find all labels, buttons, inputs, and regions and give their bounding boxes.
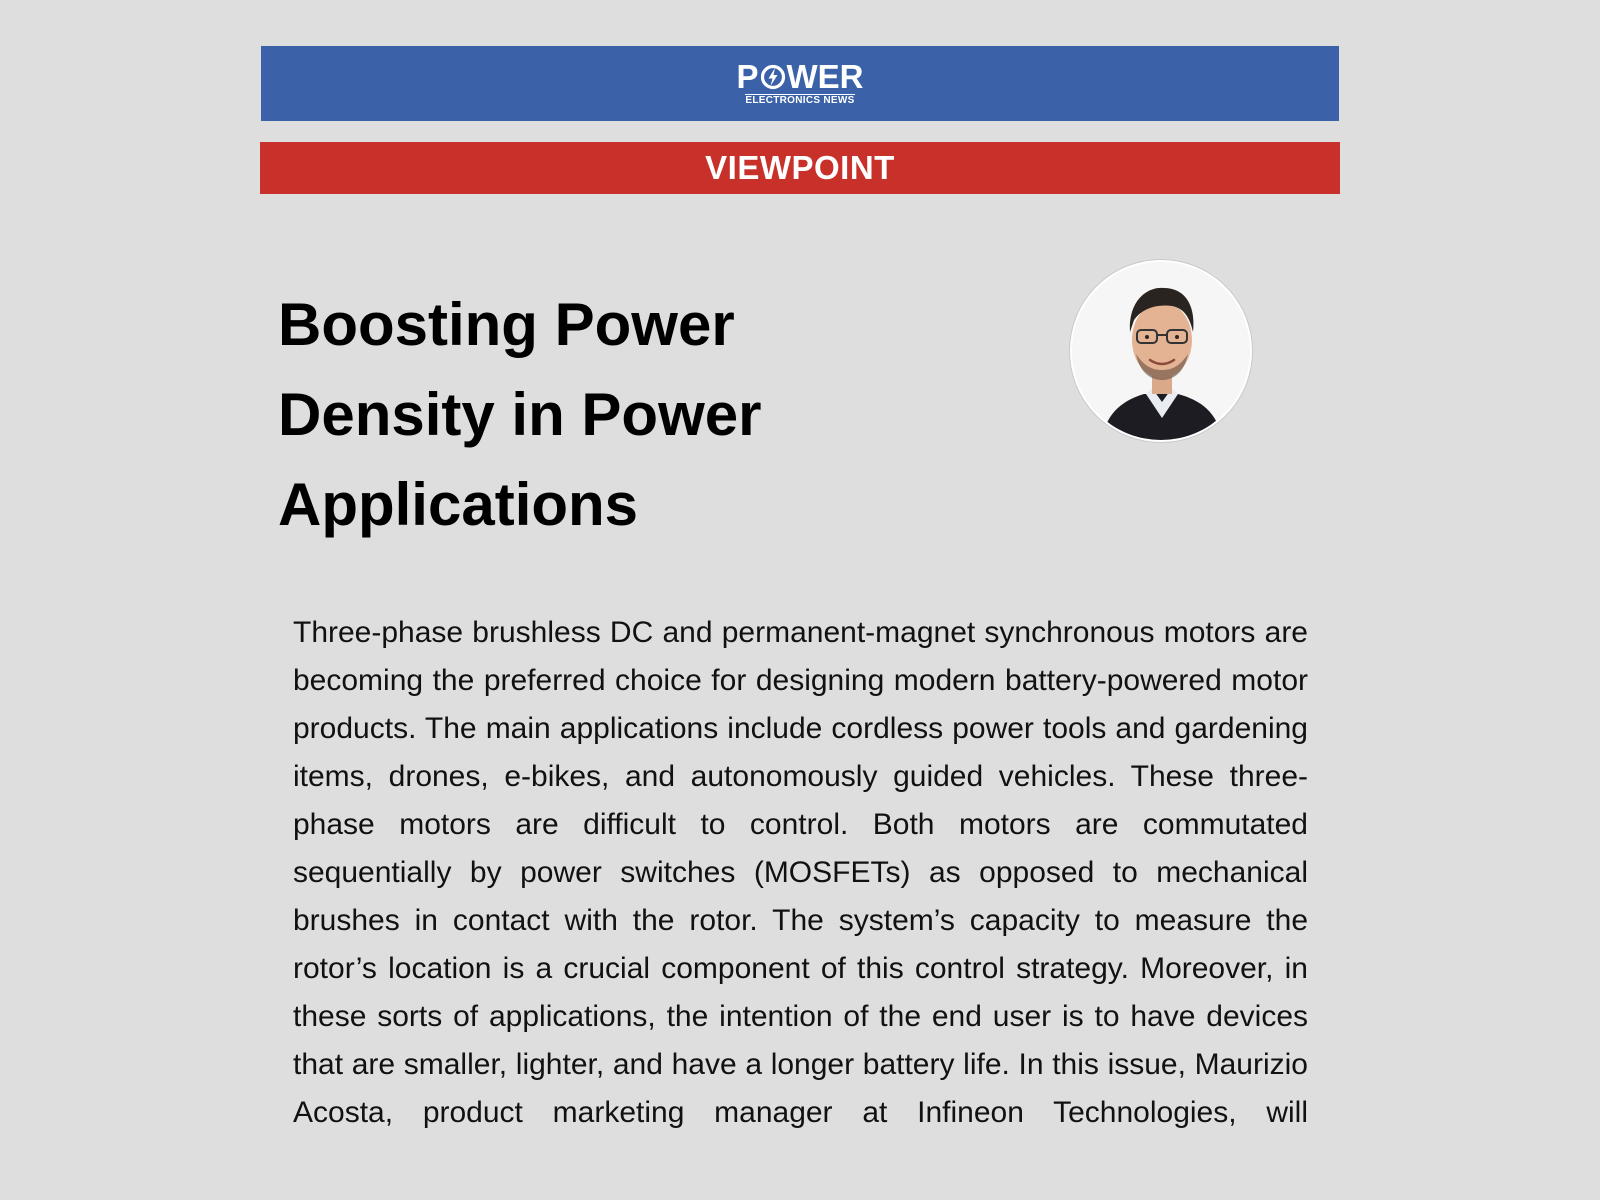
section-banner: VIEWPOINT [260,142,1340,194]
article-title: Boosting Power Density in Power Applications [278,291,762,538]
logo-banner [261,46,1339,121]
article-body: Three-phase brushless DC and permanent-magnet synchronous motors are becoming the preferred choice for designing modern battery-powered motor products. The main applications include cordless power tools and gardening items, drones, e-bikes, and autonomously guided vehicles. These three-phase motors are difficult to control. Both motors are commutated sequentially by power switches (MOSFETs) as opposed to mechanical brushes in contact with the rotor. The system’s capacity to measure the rotor’s location is a crucial component of this control strategy. Moreover, in these sorts of applications, the intention of the end user is to have devices that are smaller, lighter, and have a longer battery life. In this issue, Maurizio Acosta, product marketing manager at Infineon Technologies, will [293,616,1308,1129]
logo-wordmark: P WER [736,58,864,95]
author-portrait-icon [1072,262,1250,440]
author-avatar [1070,260,1252,442]
logo-subtitle: ELECTRONICS NEWS [745,94,855,106]
power-electronics-news-logo[interactable] [736,58,864,106]
lightning-bolt-icon [760,64,786,90]
